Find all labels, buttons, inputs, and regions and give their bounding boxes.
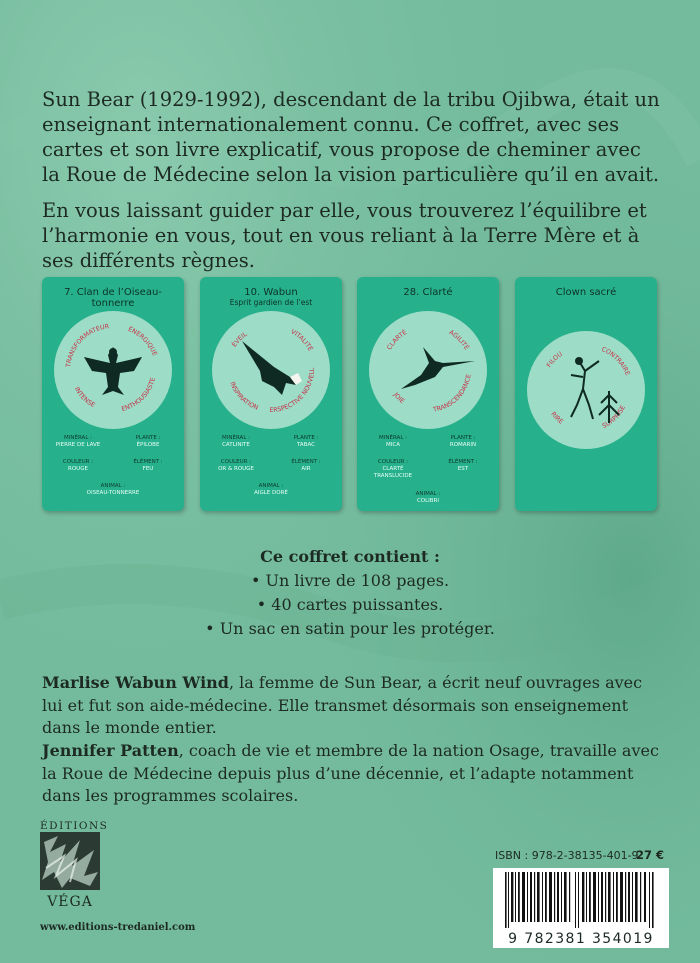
svg-text:INTENSE: [73, 386, 96, 409]
hummingbird-icon: [369, 311, 487, 429]
card-word: RIRE: [549, 410, 565, 426]
card-attr-mineral: MINÉRAL : MICA: [379, 435, 407, 448]
card-word: ÉNERGIQUE: [126, 325, 159, 358]
card-title: 28. Clarté: [403, 287, 453, 298]
svg-text:INSPIRATION: [228, 381, 259, 412]
card-attr-element: ÉLÉMENT : AIR: [291, 459, 321, 472]
card-word: TRANSFORMATEUR: [65, 323, 110, 368]
card-attr-mineral: MINÉRAL : PIERRE DE LAVE: [55, 435, 101, 448]
svg-text:JOIE: [391, 391, 405, 405]
card-attr-couleur: COULEUR : ROUGE: [62, 459, 94, 472]
svg-text:ENTHOUSIASTE: [121, 377, 157, 413]
publisher-line2: VÉGA: [47, 894, 93, 910]
card-disc: [369, 311, 487, 429]
card-word: INTENSE: [72, 386, 97, 410]
box-contents: [0, 545, 700, 641]
card-attr-plante: PLANTE : ROMARIN: [449, 435, 477, 448]
barcode-icon: [493, 868, 669, 930]
svg-text:RIRE: [549, 411, 564, 426]
card-subtitle: Esprit gardien de l’est: [229, 298, 313, 307]
card-word: ENTHOUSIASTE: [120, 376, 157, 413]
card-title: 7. Clan de l’Oiseau-tonnerre: [64, 287, 162, 309]
bio-name: Jennifer Patten: [42, 741, 179, 760]
contents-heading: Ce coffret contient :: [260, 547, 440, 566]
card-wabun: [200, 277, 342, 511]
svg-text:CONTRAIRE: [600, 346, 631, 377]
card-word: AGILITÉ: [447, 329, 470, 352]
card-disc: [527, 331, 645, 449]
card-attr-plante: PLANTE : TABAC: [293, 435, 319, 448]
card-attr-animal: ANIMAL : AIGLE DORÉ: [254, 483, 288, 496]
card-word: ÉVEIL: [230, 330, 249, 349]
svg-text:CLARTÉ: [386, 327, 408, 351]
isbn-label: ISBN : 978-2-38135-401-9: [495, 849, 639, 862]
publisher-logo: [40, 820, 109, 910]
svg-text:FILOU: [546, 350, 564, 368]
intro-paragraph-2: En vous laissant guider par elle, vous trouverez l’équilibre et l’harmonie en vous, tout en vous reliant à la Terre Mère et à ses différents règnes.: [42, 199, 647, 272]
ink-splash-icon: [40, 832, 100, 890]
price-label: 27 €: [636, 848, 665, 862]
card-thunderbird: [42, 277, 184, 511]
publisher-line1: ÉDITIONS: [40, 820, 109, 832]
svg-text:AGILITÉ: [448, 329, 472, 351]
card-word: SURPRISE: [601, 404, 628, 431]
card-attr-element: ÉLÉMENT : EST: [448, 459, 478, 472]
card-disc: [54, 311, 172, 429]
bio-name: Marlise Wabun Wind: [42, 673, 229, 692]
barcode-digits: 9 782381 354019: [508, 931, 654, 947]
card-word: TRANSCENDANCE: [432, 373, 473, 414]
card-attr-mineral: MINÉRAL : CATLINITE: [222, 435, 250, 448]
svg-text:ÉNERGIQUE: [127, 324, 158, 357]
bio-marlise: [42, 672, 664, 740]
card-word: JOIE: [391, 391, 406, 406]
publisher-url: www.editions-tredaniel.com: [40, 922, 196, 933]
card-disc: [212, 311, 330, 429]
card-attr-couleur: COULEUR : CLARTÉ TRANSLUCIDE: [373, 459, 413, 479]
bio-jennifer: [42, 740, 664, 808]
card-title: Clown sacré: [555, 287, 617, 298]
contents-item: • Un livre de 108 pages.: [250, 571, 450, 590]
card-attr-animal: ANIMAL : COLIBRI: [415, 491, 441, 504]
svg-text:VITALITÉ: [289, 328, 315, 352]
contents-item: • Un sac en satin pour les protéger.: [205, 619, 495, 638]
eagle-icon: [212, 311, 330, 429]
card-clown-sacre: [515, 277, 657, 511]
bio-text: , coach de vie et membre de la nation Osage, travaille avec la Roue de Médecine depuis plus d’une décennie, et l’adapte notamment dans les programmes scolaires.: [42, 741, 659, 805]
thunderbird-icon: [54, 311, 172, 429]
clown-icon: [527, 331, 645, 449]
card-clarte: [357, 277, 499, 511]
card-word: ERSPECTIVE NOUVELL: [269, 367, 317, 415]
card-word: INSPIRATION: [228, 380, 260, 412]
card-word: CLARTÉ: [386, 329, 409, 352]
card-word: VITALITÉ: [289, 328, 314, 353]
card-word: CONTRAIRE: [600, 346, 631, 377]
intro-paragraph-1: Sun Bear (1929-1992), descendant de la tribu Ojibwa, était un enseignant internationalement connu. Ce coffret, avec ses cartes et son livre explicatif, vous propose de cheminer avec la Roue de Médecine selon la vision particulière qu’il en avait.: [42, 88, 660, 186]
card-title: 10. Wabun Esprit gardien de l’est: [204, 287, 338, 307]
card-attr-plante: PLANTE : ÉPILOBE: [135, 435, 161, 448]
card-word: FILOU: [545, 350, 564, 369]
card-attr-element: ÉLÉMENT : FEU: [133, 459, 163, 472]
card-attr-animal: ANIMAL : OISEAU-TONNERRE: [86, 483, 140, 496]
contents-item: • 40 cartes puissantes.: [256, 595, 444, 614]
svg-text:TRANSCENDANCE: [432, 374, 473, 414]
card-attr-couleur: COULEUR : OR & ROUGE: [218, 459, 254, 472]
bio-text: , la femme de Sun Bear, a écrit neuf ouvrages avec lui et fut son aide-médecine. Elle transmet désormais son enseignement dans le monde entier.: [42, 673, 643, 737]
